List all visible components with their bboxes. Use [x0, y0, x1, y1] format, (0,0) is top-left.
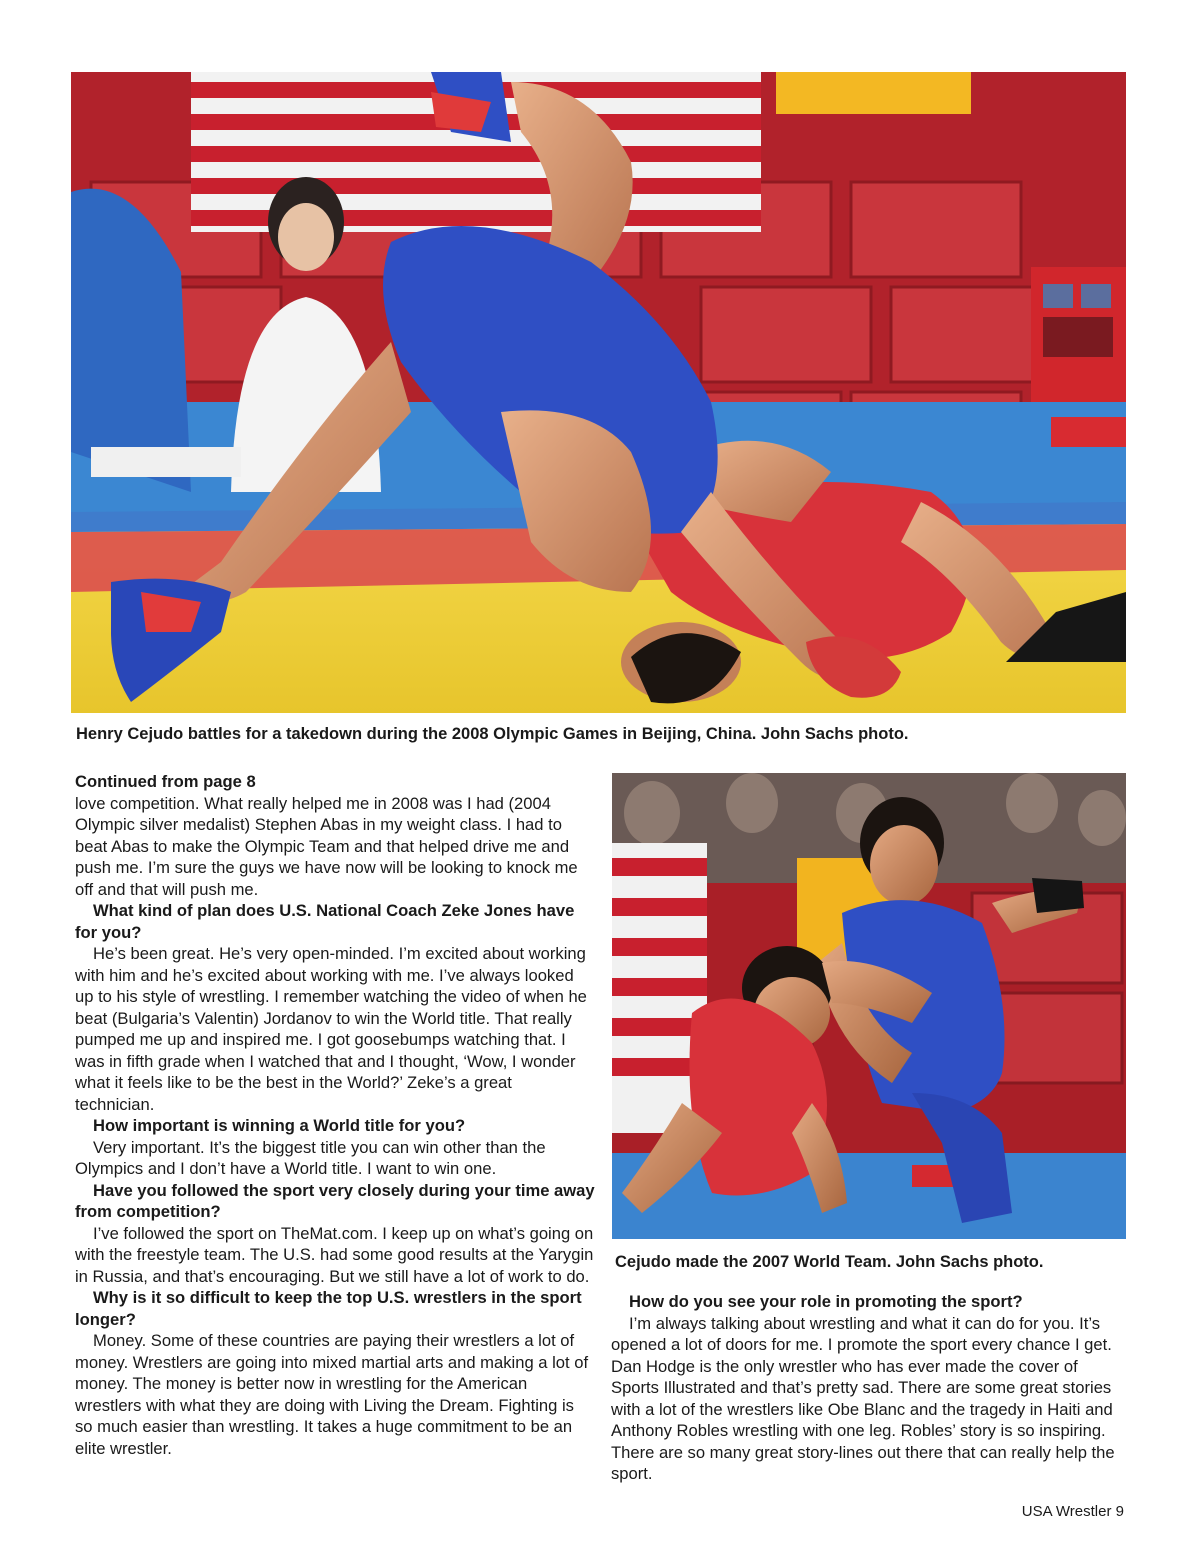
yellow-sign: [776, 72, 971, 114]
continued-from-kicker: Continued from page 8: [75, 772, 256, 791]
intro-paragraph: love competition. What really helped me in 2008 was I had (2004 Olympic silver medalist) Stephen Abas in my weight class. I had to beat Abas to make the Olympic Team and that helped drive me and push me. I’m sure the guys we have now will be looking to knock me off and that will push me.: [75, 793, 578, 899]
page-folio: USA Wrestler 9: [1021, 1503, 1124, 1520]
side-photo-illustration: [612, 773, 1126, 1239]
scoreboard: [1031, 267, 1126, 417]
article-left-column: [75, 771, 595, 1459]
question: What kind of plan does U.S. National Coach Zeke Jones have for you?: [75, 901, 575, 942]
side-photo-caption: Cejudo made the 2007 World Team. John Sachs photo.: [615, 1253, 1044, 1271]
side-photo: [612, 773, 1126, 1239]
article-right-column: [611, 1291, 1123, 1485]
top-photo-caption: Henry Cejudo battles for a takedown during the 2008 Olympic Games in Beijing, China. John Sachs photo.: [76, 725, 909, 743]
question: How important is winning a World title for you?: [93, 1116, 466, 1135]
answer: I’ve followed the sport on TheMat.com. I keep up on what’s going on with the freestyle team. The U.S. had some good results at the Yarygin in Russia, and that’s encouraging. But we still have a lot of work to do.: [75, 1223, 594, 1286]
question: Have you followed the sport very closely during your time away from competition?: [75, 1180, 595, 1221]
question: How do you see your role in promoting the sport?: [629, 1292, 1023, 1311]
top-photo-illustration: [71, 72, 1126, 713]
top-photo: [71, 72, 1126, 713]
answer: I’m always talking about wrestling and what it can do for you. It’s opened a lot of doors for me. I promote the sport every chance I get. Dan Hodge is the only wrestler who has ever made the cover of Sports Illustrated and that’s pretty sad. There are some great stories with a lot of the wrestlers like Obe Blanc and the tragedy in Haiti and Anthony Robles wrestling with one leg. Robles’ story is so inspiring. There are so many great story-lines out there that can really help the sport.: [611, 1313, 1115, 1483]
question: Why is it so difficult to keep the top U.S. wrestlers in the sport longer?: [75, 1288, 582, 1329]
answer: Money. Some of these countries are paying their wrestlers a lot of money. Wrestlers are going into mixed martial arts and making a lot of money. The money is better now in wrestling for the American wrestlers with what they are doing with Living the Dream. Fighting is so much easier than wrestling. It takes a huge commitment to be an elite wrestler.: [75, 1331, 589, 1458]
answer: Very important. It’s the biggest title you can win other than the Olympics and I don’t have a World title. I want to win one.: [75, 1137, 546, 1178]
answer: He’s been great. He’s very open-minded. I’m excited about working with him and he’s excited about working with me. I’ve always looked up to his style of wrestling. I remember watching the video of when he beat (Bulgaria’s Valentin) Jordanov to win the World title. That really pumped me up and inspired me. I got goosebumps watching that. I was in fifth grade when I watched that and I thought, ‘Wow, I wonder what it feels like to be the best in the World?’ Zeke’s a great technician.: [75, 944, 587, 1114]
